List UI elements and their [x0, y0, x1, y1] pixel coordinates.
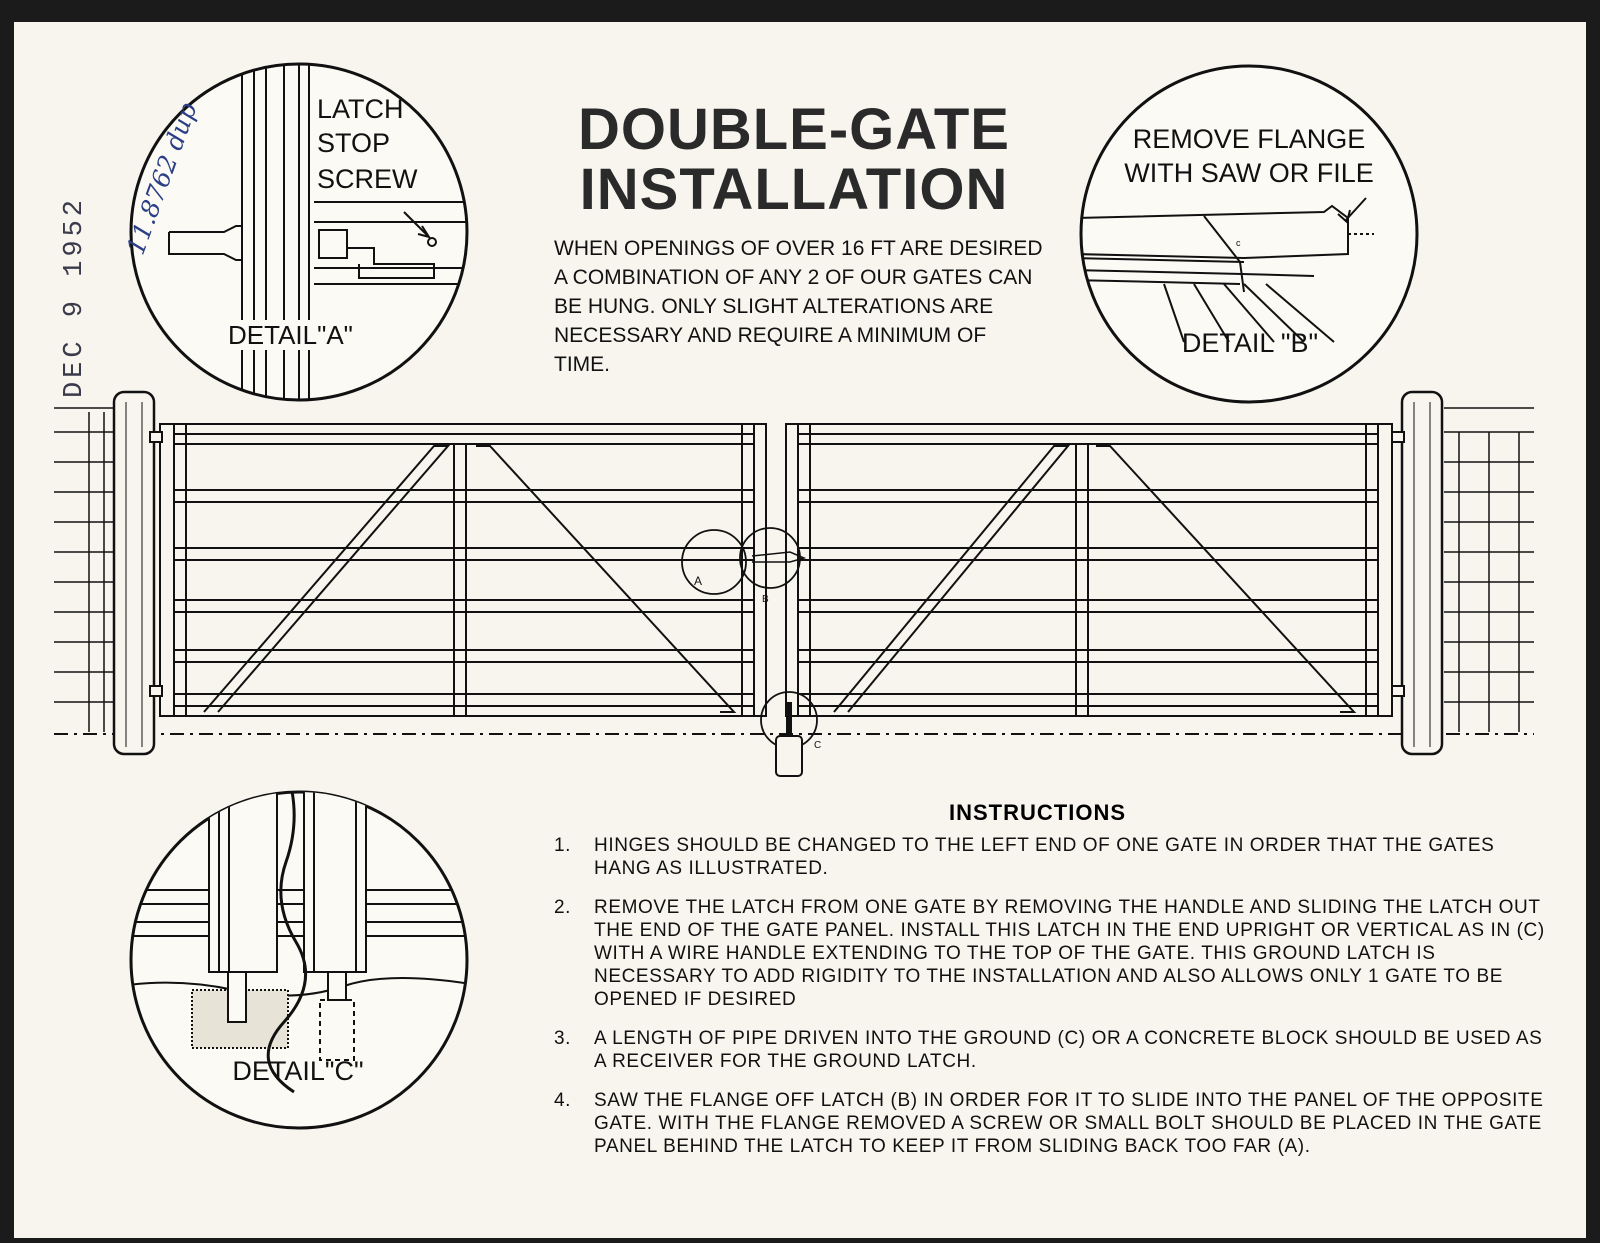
- handwritten-note: 11.8762 dup: [120, 98, 203, 259]
- step-number: 2.: [554, 897, 572, 918]
- instruction-step: [554, 896, 1554, 1011]
- step-text: A LENGTH OF PIPE DRIVEN INTO THE GROUND (C) OR A CONCRETE BLOCK SHOULD BE USED AS A RECEIVER FOR THE GROUND LATCH.: [594, 1028, 1543, 1072]
- detail-b-marker: c: [1236, 238, 1241, 248]
- marker-a: A: [694, 574, 703, 588]
- instruction-sheet: [14, 22, 1586, 1238]
- marker-c: C: [814, 740, 822, 751]
- marker-b: B: [762, 594, 769, 605]
- instruction-step: [554, 1027, 1554, 1073]
- detail-b-callout-line1: REMOVE FLANGE: [1132, 124, 1366, 154]
- instruction-steps: [554, 834, 1554, 1174]
- detail-c-caption: DETAIL"C": [232, 1056, 364, 1086]
- detail-b-caption: DETAIL "B": [1181, 328, 1319, 358]
- step-number: 3.: [554, 1028, 572, 1049]
- detail-a-caption: DETAIL"A": [228, 320, 353, 350]
- detail-b-callout-line2: WITH SAW OR FILE: [1124, 158, 1374, 188]
- step-number: 1.: [554, 835, 572, 856]
- detail-a-callout-line2: STOP: [317, 128, 391, 158]
- instruction-step: [554, 834, 1554, 880]
- detail-a-callout-line3: SCREW: [317, 164, 418, 194]
- step-number: 4.: [554, 1090, 572, 1111]
- step-text: REMOVE THE LATCH FROM ONE GATE BY REMOVING THE HANDLE AND SLIDING THE LATCH OUT THE END OF THE GATE PANEL. INSTALL THIS LATCH IN THE END UPRIGHT OR VERTICAL AS IN (C) WITH A WIRE HANDLE EXTENDING TO THE TOP OF THE GATE. THIS GROUND LATCH IS NECESSARY TO ADD RIGIDITY TO THE INSTALLATION AND ALSO ALLOWS ONLY 1 GATE TO BE OPENED IF DESIRED: [594, 897, 1545, 1010]
- title-line-1: DOUBLE-GATE: [577, 97, 1010, 162]
- instructions-heading: INSTRUCTIONS: [949, 800, 1126, 825]
- step-text: SAW THE FLANGE OFF LATCH (B) IN ORDER FOR IT TO SLIDE INTO THE PANEL OF THE OPPOSITE GATE. WITH THE FLANGE REMOVED A SCREW OR SMALL BOLT SHOULD BE PLACED IN THE GATE PANEL BEHIND THE LATCH TO KEEP IT FROM SLIDING BACK TOO FAR (A).: [594, 1090, 1544, 1157]
- page-title: [534, 97, 1054, 222]
- double-gate-drawing: [54, 392, 1534, 776]
- instruction-step: [554, 1089, 1554, 1158]
- intro-paragraph: WHEN OPENINGS OF OVER 16 FT ARE DESIRED A COMBINATION OF ANY 2 OF OUR GATES CAN BE HUNG. ONLY SLIGHT ALTERATIONS ARE NECESSARY AND REQUIRE A MINIMUM OF TIME.: [554, 237, 1043, 376]
- received-date-stamp: DEC 9 1952: [60, 195, 91, 399]
- step-text: HINGES SHOULD BE CHANGED TO THE LEFT END OF ONE GATE IN ORDER THAT THE GATES HANG AS ILLUSTRATED.: [594, 835, 1495, 879]
- title-line-2: INSTALLATION: [579, 157, 1009, 222]
- detail-a-callout-line1: LATCH: [317, 94, 404, 124]
